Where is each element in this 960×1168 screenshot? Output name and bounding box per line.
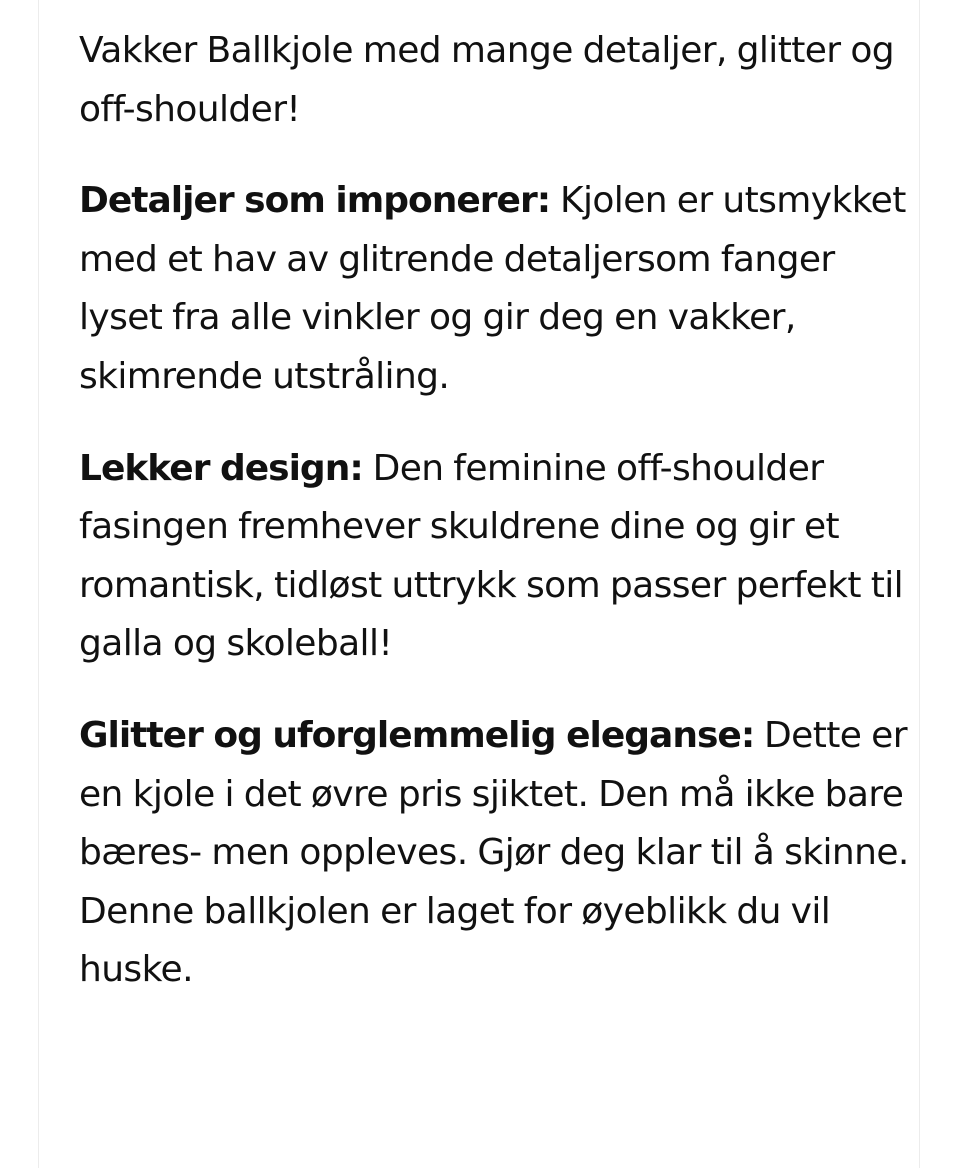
section-details [79,172,909,406]
section-elegance-text: Dette er en kjole i det øvre pris sjiktet. Den må ikke bare bæres- men oppleves. Gjør deg klar til å skinne. Denne ballkjolen er laget for øyeblikk du vil huske. [79,714,909,991]
section-details-label: Detaljer som imponerer: [79,180,551,222]
intro-paragraph: Vakker Ballkjole med mange detaljer, glitter og off-shoulder! [79,30,894,130]
section-elegance-label: Glitter og uforglemmelig eleganse: [79,714,755,756]
section-design-label: Lekker design: [79,447,363,489]
product-description [79,22,909,1033]
section-elegance [79,707,909,1000]
section-design [79,440,909,674]
section-details-text: Kjolen er utsmykket med et hav av glitrende detaljersom fanger lyset fra alle vinkler og gir deg en vakker, skimrende utstråling. [79,180,906,397]
section-design-text: Den feminine off-shoulder fasingen fremhever skuldrene dine og gir et romantisk, tidløst uttrykk som passer perfekt til galla og skoleball! [79,447,904,665]
